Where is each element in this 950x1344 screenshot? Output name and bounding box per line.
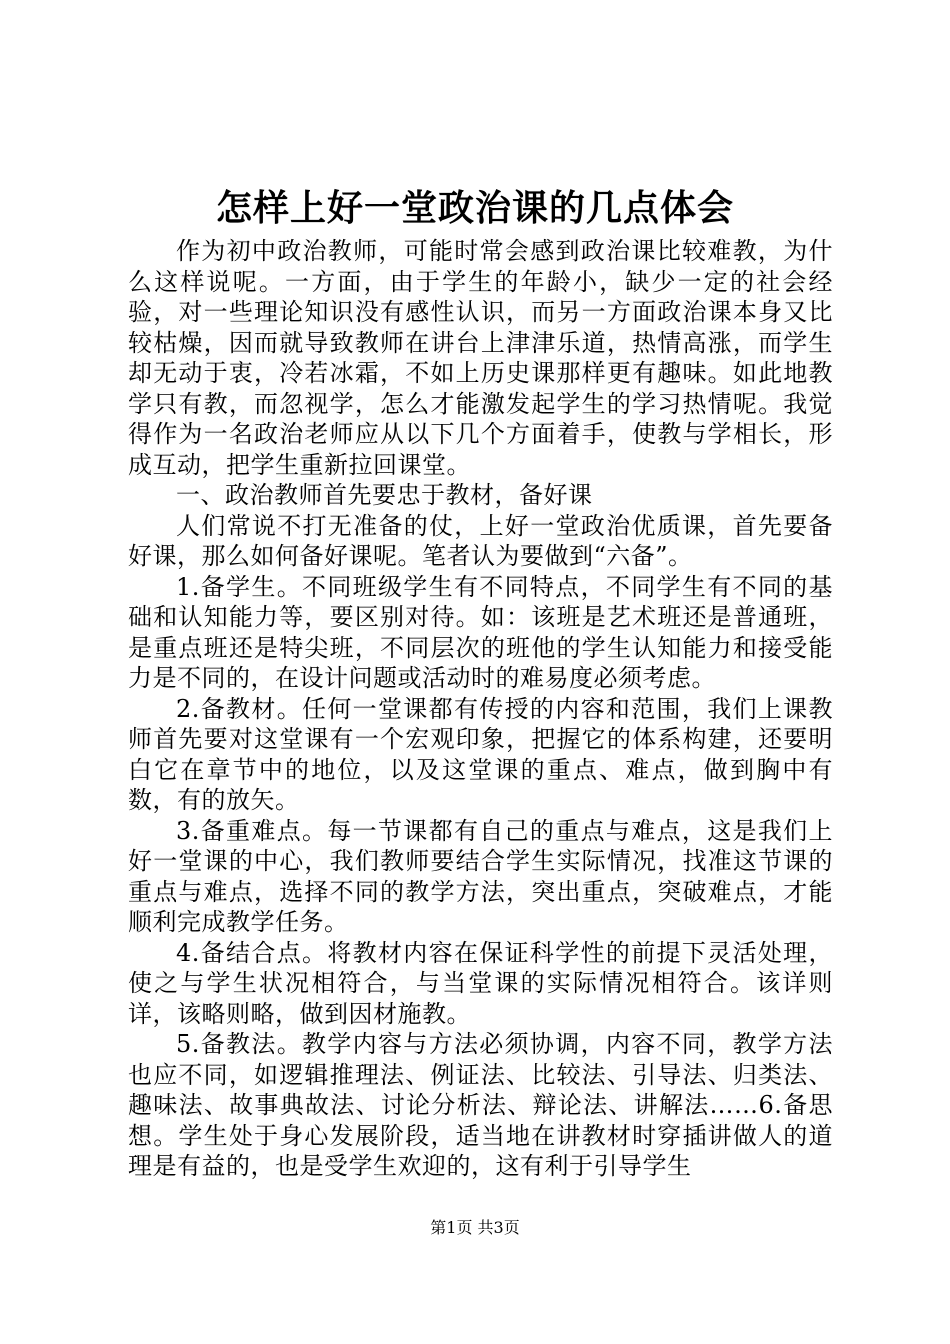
paragraph-prepare-key-points: 3.备重难点。每一节课都有自己的重点与难点，这是我们上好一堂课的中心，我们教师要结合学生实际情况，找准这节课的重点与难点，选择不同的教学方法，突出重点，突破难点，才能顺利完成教学任务。 [128, 816, 833, 936]
paragraph-prepare-integration: 4.备结合点。将教材内容在保证科学性的前提下灵活处理，使之与学生状况相符合，与当堂课的实际情况相符合。该详则详，该略则略，做到因材施教。 [128, 938, 833, 1028]
paragraph-prepare-methods: 5.备教法。教学内容与方法必须协调，内容不同，教学方法也应不同，如逻辑推理法、例证法、比较法、引导法、归类法、趣味法、故事典故法、讨论分析法、辩论法、讲解法……6.备思想。学生处于身心发展阶段，适当地在讲教材时穿插讲做人的道理是有益的，也是受学生欢迎的，这有利于引导学生 [128, 1030, 833, 1180]
paragraph-preparation: 人们常说不打无准备的仗，上好一堂政治优质课，首先要备好课，那么如何备好课呢。笔者认为要做到“六备”。 [128, 511, 833, 570]
paragraph-prepare-students: 1.备学生。不同班级学生有不同特点，不同学生有不同的基础和认知能力等，要区别对待。如：该班是艺术班还是普通班，是重点班还是特尖班，不同层次的班他的学生认知能力和接受能力是不同的，在设计问题或活动时的难易度必须考虑。 [128, 572, 833, 692]
section-heading-1: 一、政治教师首先要忠于教材，备好课 [176, 481, 593, 509]
page-footer: 第1页 共3页 [430, 1218, 520, 1237]
document-title: 怎样上好一堂政治课的几点体会 [215, 187, 734, 229]
paragraph-intro: 作为初中政治教师，可能时常会感到政治课比较难教，为什么这样说呢。一方面，由于学生的年龄小，缺少一定的社会经验，对一些理论知识没有感性认识，而另一方面政治课本身又比较枯燥，因而就导致教师在讲台上津津乐道，热情高涨，而学生却无动于衷，冷若冰霜，不如上历史课那样更有趣味。如此地教学只有教，而忽视学，怎么才能激发起学生的学习热情呢。我觉得作为一名政治老师应从以下几个方面着手，使教与学相长，形成互动，把学生重新拉回课堂。 [128, 237, 833, 479]
document-body [128, 236, 833, 1182]
paragraph-prepare-materials: 2.备教材。任何一堂课都有传授的内容和范围，我们上课教师首先要对这堂课有一个宏观印象，把握它的体系构建，还要明白它在章节中的地位，以及这堂课的重点、难点，做到胸中有数，有的放矢。 [128, 694, 833, 814]
